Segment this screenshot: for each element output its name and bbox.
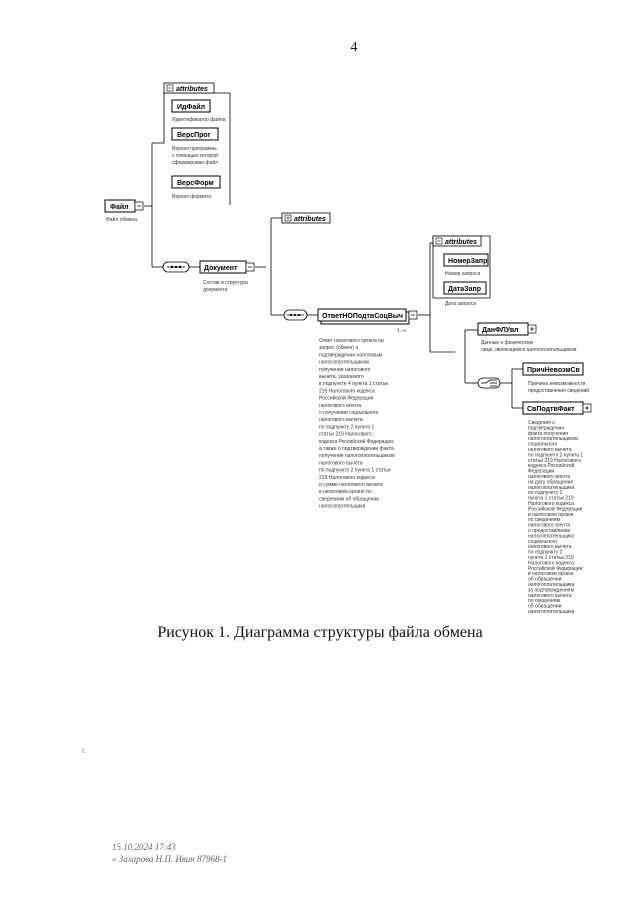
- description-line: 219 Налогового кодекса: [319, 388, 375, 395]
- description-line: социального: [528, 538, 558, 545]
- svg-text:Причина невозможности: Причина невозможности: [528, 381, 586, 387]
- description-line: факта получения: [528, 430, 568, 437]
- description-line: по подпункту 2 пункта 1: [319, 424, 375, 431]
- attr-versform: [172, 176, 220, 200]
- attr-datazapr: [444, 282, 486, 307]
- description-line: по подпункту 2: [528, 549, 563, 556]
- svg-text:attributes: attributes: [445, 239, 477, 246]
- description-line: за подтверждением: [528, 587, 575, 594]
- description-line: об обращении: [528, 603, 562, 610]
- document-attributes-group: [282, 213, 330, 223]
- attr-idfile: [172, 100, 226, 123]
- description-line: подтверждении: [528, 425, 565, 432]
- description-line: о предоставлении: [528, 528, 571, 534]
- description-line: Российской Федерации: [528, 506, 583, 513]
- description-line: в налоговом органе: [528, 511, 574, 518]
- attributes-label: attributes: [176, 86, 208, 93]
- svg-text:Дата запроса: Дата запроса: [445, 301, 477, 307]
- description-line: Российской Федерации: [319, 395, 374, 402]
- description-line: получения налогового: [319, 366, 371, 373]
- description-line: налогового вычета: [319, 460, 363, 467]
- svg-text:Версия формата: Версия формата: [172, 194, 212, 200]
- response-attributes-group: [433, 236, 488, 307]
- svg-text:документа: документа: [203, 287, 228, 293]
- description-line: подтверждении налоговым: [319, 352, 383, 359]
- element-info: [523, 402, 591, 414]
- description-line: Налогового кодекса: [528, 560, 575, 567]
- description-line: получения налогоплательщиком: [319, 453, 395, 460]
- svg-text:НомерЗапр: НомерЗапр: [448, 258, 488, 265]
- description-line: налогового агента: [319, 402, 362, 409]
- description-line: налогоплательщика: [528, 609, 575, 615]
- description-line: налогоплательщика: [528, 484, 575, 491]
- attr-versprog: [172, 128, 218, 166]
- description-line: запрос (обмен) о: [319, 345, 359, 352]
- svg-text:Версия программы,: Версия программы,: [172, 146, 218, 152]
- description-line: налогоплательщика: [528, 582, 575, 588]
- figure-caption: Рисунок 1. Диаграмма структуры файла обмена: [157, 624, 483, 641]
- description-line: по подпункту 2 пункта 1 статьи: [319, 467, 391, 474]
- description-line: налогоплательщиком: [319, 359, 369, 366]
- description-line: налогового вычета: [528, 544, 572, 551]
- svg-text:Файл: Файл: [110, 204, 129, 211]
- description-line: пункта 1 статьи 219: [528, 555, 574, 561]
- svg-text:лице, являющемся налогоплатель: лице, являющемся налогоплательщиком: [481, 347, 577, 353]
- description-line: пункта 1 статьи 219: [528, 495, 574, 502]
- description-line: Сведения о: [528, 420, 556, 426]
- svg-text:Файл обмена: Файл обмена: [106, 217, 137, 223]
- description-line: налогового вычета: [319, 417, 363, 424]
- page-number: 4: [350, 40, 358, 55]
- svg-text:Идентификатор файла: Идентификатор файла: [172, 117, 226, 123]
- description-line: Федерации: [528, 468, 555, 475]
- element-file: [105, 200, 143, 223]
- svg-text:СвПодтвФакт: СвПодтвФакт: [527, 406, 575, 413]
- description-line: по сведениям: [528, 598, 561, 605]
- description-line: Российской Федерации: [528, 565, 583, 572]
- root-attributes-group: [164, 83, 226, 200]
- description-line: в подпункте 4 пункта 1 статьи: [319, 381, 389, 388]
- element-data-fl: [478, 323, 577, 353]
- description-line: налогоплательщику: [528, 533, 575, 540]
- description-line: по подпункту 2: [528, 490, 563, 497]
- svg-text:ВерсПрог: ВерсПрог: [177, 132, 211, 139]
- svg-text:1..∞: 1..∞: [397, 328, 407, 334]
- description-line: в налоговом органе: [528, 571, 574, 578]
- svg-text:ДанФЛУвл: ДанФЛУвл: [482, 327, 519, 334]
- element-document: [200, 261, 254, 293]
- attr-nomerzapr: [444, 254, 488, 277]
- svg-text:ОтветНОПодтвСоцВыч: ОтветНОПодтвСоцВыч: [322, 313, 403, 320]
- description-line: вычета, указанного: [319, 374, 364, 380]
- svg-text:attributes: attributes: [294, 216, 326, 223]
- description-line: а также о подтверждении факта: [319, 446, 394, 452]
- description-line: статьи 219 Налогового: [319, 431, 372, 438]
- description-line: в налоговом органе по: [319, 489, 372, 496]
- response-description: [319, 338, 395, 510]
- svg-text:Данные о физическом: Данные о физическом: [481, 340, 533, 346]
- description-line: Ответ налогового органа на: [319, 338, 384, 344]
- description-line: сведениям об обращении: [319, 496, 379, 503]
- description-line: налогоплательщика: [319, 503, 366, 510]
- description-line: Налогового кодекса: [528, 501, 575, 507]
- svg-text:Документ: Документ: [204, 265, 238, 272]
- element-reason: [523, 363, 589, 394]
- info-description: [528, 420, 583, 615]
- sequence-compositor: [284, 310, 307, 320]
- stamp-date: 15.10.2024 17:43: [112, 842, 176, 852]
- description-line: и сумме налогового вычета: [319, 482, 383, 488]
- sequence-compositor: [163, 262, 189, 272]
- margin-mark: г.: [82, 746, 87, 755]
- svg-text:ИдФайл: ИдФайл: [177, 104, 206, 111]
- svg-text:ПричНевозмСв: ПричНевозмСв: [527, 367, 580, 374]
- description-line: социального: [528, 441, 558, 448]
- description-line: на дату обращения: [528, 479, 574, 486]
- stamp-author: « Захарова Н.П. Иван 87968-1: [112, 854, 227, 864]
- description-line: налогового агента: [528, 522, 571, 529]
- description-line: об обращении: [528, 576, 562, 583]
- svg-text:предоставления сведений: предоставления сведений: [528, 388, 590, 394]
- svg-text:ВерсФорм: ВерсФорм: [177, 180, 214, 187]
- svg-text:Состав и структура: Состав и структура: [203, 280, 248, 286]
- svg-text:сформирован файл: сформирован файл: [172, 160, 219, 166]
- description-line: о получении социального: [319, 410, 379, 416]
- description-line: 219 Налогового кодекса: [319, 474, 375, 481]
- description-line: налогового вычета: [528, 592, 572, 599]
- description-line: налогового агента: [528, 474, 571, 480]
- description-line: статьи 219 Налогового: [528, 457, 581, 464]
- svg-text:Номер запроса: Номер запроса: [445, 271, 481, 277]
- svg-text:с помощью которой: с помощью которой: [172, 153, 218, 159]
- svg-text:ДатаЗапр: ДатаЗапр: [448, 286, 481, 293]
- description-line: кодекса Российской Федерации,: [319, 438, 395, 445]
- element-response: [318, 309, 417, 334]
- description-line: налогоплательщиком: [528, 436, 578, 443]
- description-line: по подпункту 2 пункта 1: [528, 452, 584, 459]
- description-line: по сведениям: [528, 517, 561, 524]
- description-line: налогового вычета: [528, 447, 572, 453]
- choice-compositor: [478, 378, 500, 388]
- description-line: кодекса Российской: [528, 463, 575, 470]
